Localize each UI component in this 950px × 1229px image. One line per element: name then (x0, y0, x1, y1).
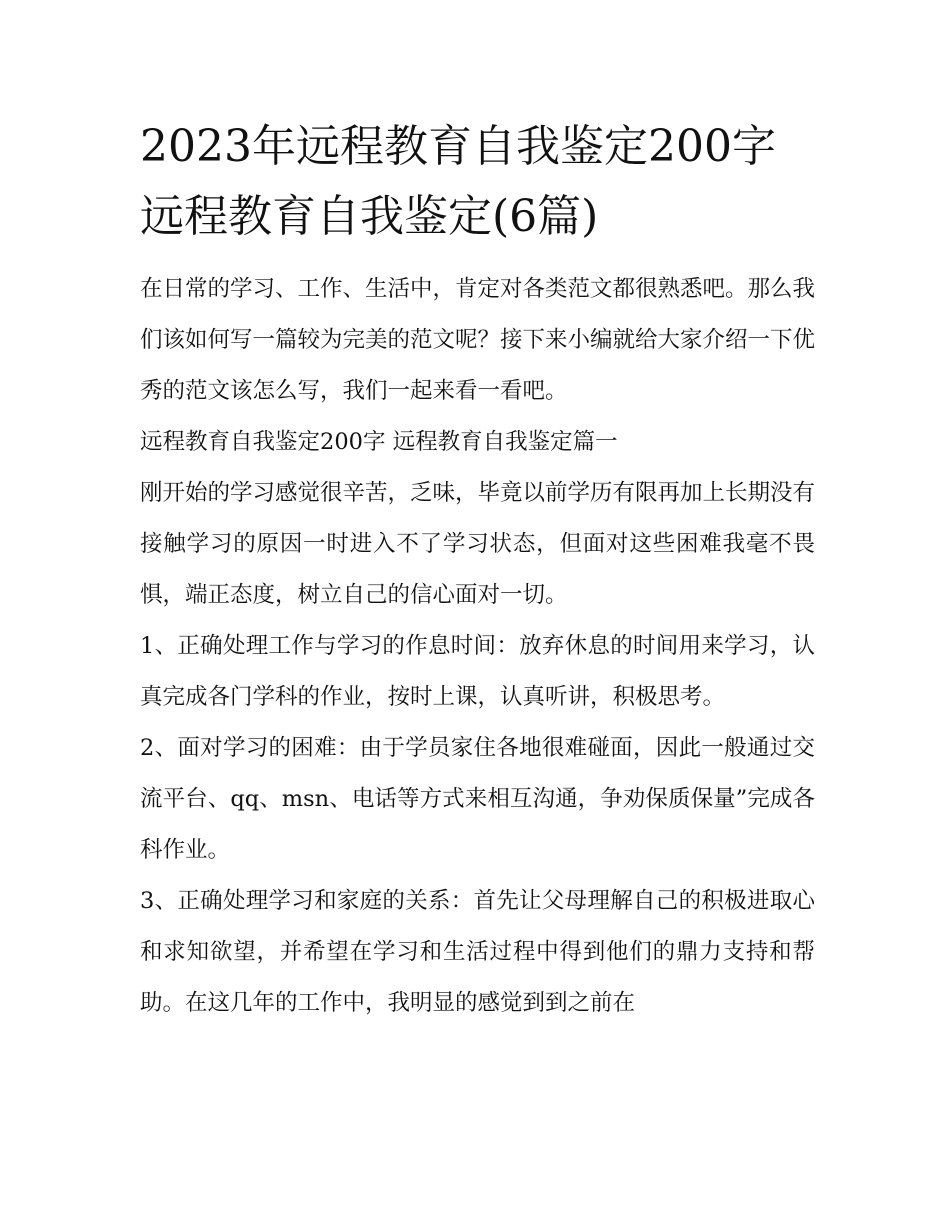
intro-paragraph: 在日常的学习、工作、生活中，肯定对各类范文都很熟悉吧。那么我们该如何写一篇较为完美的范文呢？接下来小编就给大家介绍一下优秀的范文该怎么写，我们一起来看一看吧。 (140, 276, 816, 404)
document-page (140, 112, 815, 1029)
body-paragraph: 刚开始的学习感觉很辛苦，乏味，毕竟以前学历有限再加上长期没有接触学习的原因一时进入不了学习状态，但面对这些困难我毫不畏惧，端正态度，树立自己的信心面对一切。 (140, 480, 816, 608)
list-item-2: 2、面对学习的困难：由于学员家住各地很难碰面，因此一般通过交流平台、qq、msn、电话等方式来相互沟通，争劝保质保量”完成各科作业。 (140, 735, 815, 863)
list-item-3: 3、正确处理学习和家庭的关系：首先让父母理解自己的积极进取心和求知欲望，并希望在学习和生活过程中得到他们的鼎力支持和帮助。在这几年的工作中，我明显的感觉到到之前在 (140, 888, 815, 1016)
list-item-1: 1、正确处理工作与学习的作息时间：放弃休息的时间用来学习，认真完成各门学科的作业，按时上课，认真听讲，积极思考。 (140, 633, 815, 710)
document-title: 2023年远程教育自我鉴定200字 远程教育自我鉴定(6篇) (140, 121, 776, 242)
section-heading: 远程教育自我鉴定200字 远程教育自我鉴定篇一 (140, 429, 618, 455)
